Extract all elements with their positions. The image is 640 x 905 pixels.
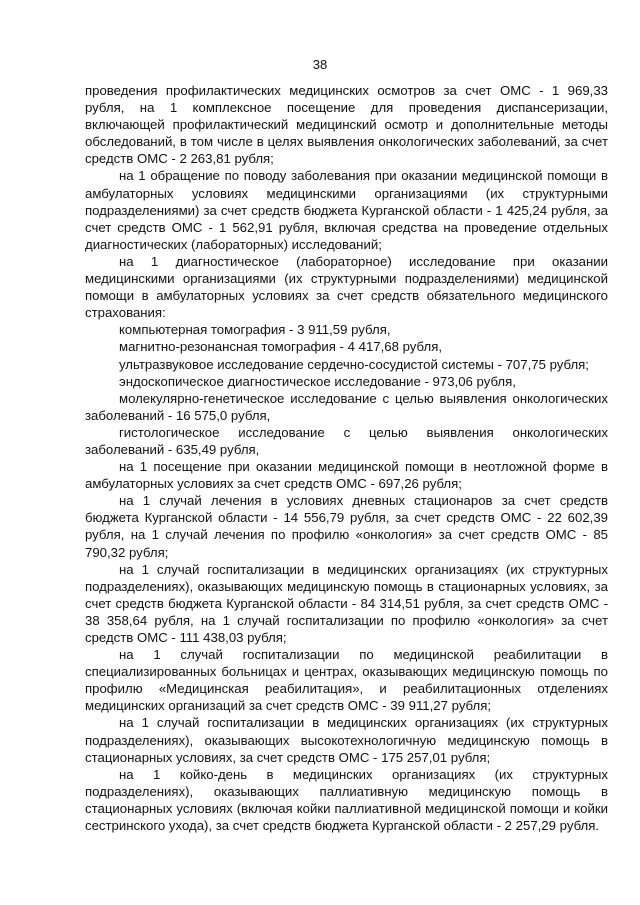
paragraph-5: магнитно-резонансная томография - 4 417,68 рубля, (119, 339, 443, 355)
paragraph-12: на 1 случай госпитализации в медицинских организациях (их структурных подразделениях), оказывающих медицинскую помощь в стационарных условиях, за счет средств бюджета Курганской области - 84 314,51 рубля, за счет средств ОМС - 38 358,64 рубля, на 1 случай госпитализации по профилю «онкология» за счет средств ОМС - 111 438,03 рубля; (85, 561, 608, 645)
paragraph-15: на 1 койко-день в медицинских организациях (их структурных подразделениях), оказывающих паллиативную медицинскую помощь в стационарных условиях (включая койки паллиативной медицинской помощи и койки сестринского ухода), за счет средств бюджета Курганской области - 2 257,29 рубля. (85, 766, 608, 834)
paragraph-11: на 1 случай лечения в условиях дневных стационаров за счет средств бюджета Курганской области - 14 556,79 рубля, за счет средств ОМС - 22 602,39 рубля, на 1 случай лечения по профилю «онкология» за счет средств ОМС - 85 790,32 рубля; (85, 493, 608, 560)
paragraph-4: компьютерная томография - 3 911,59 рубля, (119, 322, 391, 338)
page-number: 38 (312, 57, 328, 72)
paragraph-9: гистологическое исследование с целью выявления онкологических заболеваний - 635,49 рубля, (85, 424, 608, 457)
paragraph-14: на 1 случай госпитализации в медицинских организациях (их структурных подразделениях), оказывающих высокотехнологичную медицинскую помощь в стационарных условиях, за счет средств ОМС - 175 257,01 рубля; (85, 715, 608, 765)
paragraph-13: на 1 случай госпитализации по медицинской реабилитации в специализированных больницах и центрах, оказывающих медицинскую помощь по профилю «Медицинская реабилитация», и реабилитационных отделениях медицинских организаций за счет средств ОМС - 39 911,27 рубля; (85, 647, 608, 714)
paragraph-3: на 1 диагностическое (лабораторное) исследование при оказании медицинскими организациями (их структурными подразделениями) медицинской помощи в амбулаторных условиях за счет средств обязательного медицинского страхования: (85, 253, 608, 321)
paragraph-8: молекулярно-генетическое исследование с целью выявления онкологических заболеваний - 16 575,0 рубля, (85, 390, 608, 423)
paragraph-7: эндоскопическое диагностическое исследование - 973,06 рубля, (119, 373, 516, 389)
paragraph-6: ультразвуковое исследование сердечно-сосудистой системы - 707,75 рубля; (119, 356, 589, 372)
paragraph-2: на 1 обращение по поводу заболевания при оказании медицинской помощи в амбулаторных условиях медицинскими организациями (их структурными подразделениями) за счет средств бюджета Курганской области - 1 425,24 рубля, за счет средств ОМС - 1 562,91 рубля, включая средства на проведение отдельных диагностических (лабораторных) исследований; (85, 168, 608, 252)
paragraph-1: проведения профилактических медицинских осмотров за счет ОМС - 1 969,33 рубля, на 1 комплексное посещение для проведения диспансеризации, включающей профилактический медицинский осмотр и дополнительные методы обследований, в том числе в целях выявления онкологических заболеваний, за счет средств ОМС - 2 263,81 рубля; (85, 83, 608, 167)
document-body (85, 82, 608, 834)
paragraph-10: на 1 посещение при оказании медицинской помощи в неотложной форме в амбулаторных условиях за счет средств ОМС - 697,26 рубля; (85, 459, 608, 492)
